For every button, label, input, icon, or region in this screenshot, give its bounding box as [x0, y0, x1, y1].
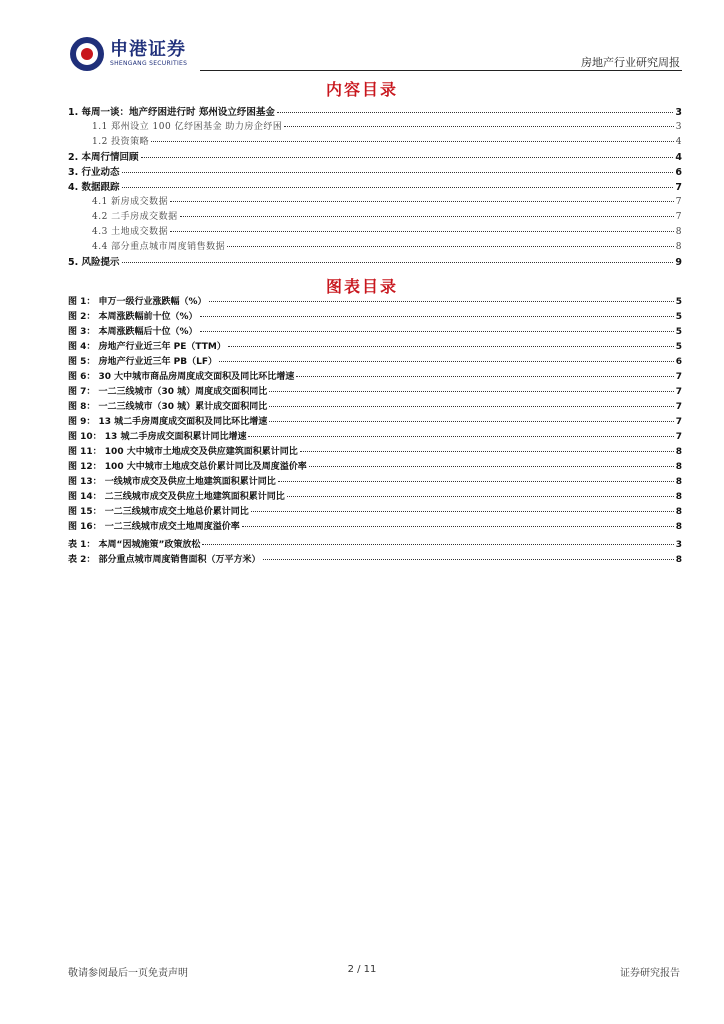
toc-entry-page: 8	[675, 522, 682, 532]
dot-leader	[309, 466, 674, 467]
toc-entry-page: 7	[675, 212, 682, 222]
toc-entry-page: 6	[675, 357, 682, 367]
toc-entry[interactable]	[68, 239, 682, 254]
dot-leader	[242, 526, 674, 527]
toc-entry-label: 4.4 部分重点城市周度销售数据	[92, 242, 226, 252]
dot-leader	[209, 301, 674, 302]
toc-entry[interactable]	[68, 354, 682, 369]
logo-icon	[70, 37, 104, 71]
toc-entry-label: 图 15： 一二三线城市成交土地总价累计同比	[68, 507, 249, 517]
toc-entry-label: 图 14： 二三线城市成交及供应土地建筑面积累计同比	[68, 492, 285, 502]
footer-report-type: 证券研究报告	[620, 968, 680, 979]
toc-entry[interactable]	[68, 309, 682, 324]
toc-entry[interactable]	[68, 429, 682, 444]
dot-leader	[284, 126, 673, 127]
contents-list	[68, 104, 682, 269]
toc-entry[interactable]	[68, 504, 682, 519]
toc-entry[interactable]	[68, 104, 682, 119]
contents-title: 内容目录	[325, 80, 398, 99]
toc-entry-page: 3	[675, 540, 682, 550]
figures-list	[68, 294, 682, 534]
toc-entry[interactable]	[68, 134, 682, 149]
toc-entry-label: 1.1 郑州设立 100 亿纾困基金 助力房企纾困	[92, 122, 283, 132]
toc-entry[interactable]	[68, 552, 682, 567]
toc-entry-page: 8	[675, 447, 682, 457]
toc-entry-label: 图 9： 13 城二手房周度成交面积及同比环比增速	[68, 417, 268, 427]
logo-english-name: SHENGANG SECURITIES	[110, 60, 188, 67]
dot-leader	[269, 391, 674, 392]
dot-leader	[228, 346, 674, 347]
toc-entry[interactable]	[68, 209, 682, 224]
toc-entry-label: 4. 数据跟踪	[68, 182, 120, 193]
toc-entry-page: 7	[675, 432, 682, 442]
toc-entry-label: 图 8： 一二三线城市（30 城）累计成交面积同比	[68, 402, 268, 412]
toc-entry[interactable]	[68, 474, 682, 489]
toc-entry[interactable]	[68, 179, 682, 194]
toc-entry-page: 7	[675, 372, 682, 382]
toc-entry-label: 图 2： 本周涨跌幅前十位（%）	[68, 312, 198, 322]
toc-entry-page: 8	[675, 477, 682, 487]
dot-leader	[170, 201, 674, 202]
dot-leader	[202, 544, 673, 545]
dot-leader	[278, 481, 674, 482]
toc-entry-page: 3	[675, 107, 682, 118]
toc-entry[interactable]	[68, 459, 682, 474]
toc-entry[interactable]	[68, 194, 682, 209]
dot-leader	[122, 172, 674, 173]
toc-entry-page: 7	[675, 402, 682, 412]
toc-entry-label: 2. 本周行情回顾	[68, 152, 139, 163]
toc-entry-label: 1.2 投资策略	[92, 137, 150, 147]
toc-entry-page: 7	[675, 387, 682, 397]
dot-leader	[200, 331, 674, 332]
toc-entry-page: 5	[675, 327, 682, 337]
toc-entry-label: 图 3： 本周涨跌幅后十位（%）	[68, 327, 198, 337]
dot-leader	[269, 421, 674, 422]
toc-entry[interactable]	[68, 164, 682, 179]
toc-entry[interactable]	[68, 519, 682, 534]
toc-entry[interactable]	[68, 324, 682, 339]
toc-entry-label: 图 11： 100 大中城市土地成交及供应建筑面积累计同比	[68, 447, 298, 457]
toc-entry-page: 5	[675, 342, 682, 352]
toc-entry[interactable]	[68, 414, 682, 429]
report-title: 房地产行业研究周报	[581, 56, 680, 69]
dot-leader	[180, 216, 674, 217]
toc-entry[interactable]	[68, 489, 682, 504]
toc-entry[interactable]	[68, 384, 682, 399]
toc-entry-page: 7	[675, 417, 682, 427]
toc-entry-label: 4.3 土地成交数据	[92, 227, 169, 237]
toc-entry-label: 5. 风险提示	[68, 257, 120, 268]
toc-entry-label: 3. 行业动态	[68, 167, 120, 178]
dot-leader	[122, 187, 674, 188]
toc-entry-page: 8	[675, 462, 682, 472]
dot-leader	[277, 112, 674, 113]
toc-entry[interactable]	[68, 119, 682, 134]
figures-title: 图表目录	[325, 277, 398, 296]
tables-list	[68, 537, 682, 567]
toc-entry[interactable]	[68, 254, 682, 269]
toc-entry-label: 图 12： 100 大中城市土地成交总价累计同比及周度溢价率	[68, 462, 307, 472]
toc-entry-label: 图 16： 一二三线城市成交土地周度溢价率	[68, 522, 240, 532]
dot-leader	[251, 511, 674, 512]
dot-leader	[200, 316, 674, 317]
dot-leader	[296, 376, 674, 377]
toc-entry-label: 4.2 二手房成交数据	[92, 212, 178, 222]
toc-entry-label: 4.1 新房成交数据	[92, 197, 169, 207]
toc-entry-page: 4	[675, 137, 682, 147]
dot-leader	[300, 451, 674, 452]
header-divider	[200, 70, 682, 71]
toc-entry-label: 表 2： 部分重点城市周度销售面积（万平方米）	[68, 555, 261, 565]
dot-leader	[122, 262, 674, 263]
toc-entry-label: 图 5： 房地产行业近三年 PB（LF）	[68, 357, 218, 367]
dot-leader	[170, 231, 674, 232]
toc-entry-page: 8	[675, 242, 682, 252]
dot-leader	[287, 496, 674, 497]
footer-disclaimer: 敬请参阅最后一页免责声明	[68, 968, 188, 979]
toc-entry-page: 6	[675, 167, 682, 178]
toc-entry[interactable]	[68, 294, 682, 309]
toc-entry[interactable]	[68, 444, 682, 459]
toc-entry[interactable]	[68, 339, 682, 354]
toc-entry-page: 5	[675, 312, 682, 322]
dot-leader	[248, 436, 673, 437]
toc-entry-label: 图 1： 申万一级行业涨跌幅（%）	[68, 297, 207, 307]
toc-entry-page: 3	[675, 122, 682, 132]
toc-entry-page: 7	[675, 197, 682, 207]
toc-entry-label: 1. 每周一谈：地产纾困进行时 郑州设立纾困基金	[68, 107, 275, 118]
toc-entry-page: 8	[675, 492, 682, 502]
dot-leader	[269, 406, 674, 407]
toc-entry-page: 5	[675, 297, 682, 307]
toc-entry-label: 图 7： 一二三线城市（30 城）周度成交面积同比	[68, 387, 268, 397]
toc-entry-label: 表 1： 本周“因城施策”政策放松	[68, 540, 201, 550]
toc-entry-page: 8	[675, 555, 682, 565]
toc-entry-page: 4	[675, 152, 682, 163]
toc-entry-page: 8	[675, 507, 682, 517]
toc-entry-label: 图 13： 一线城市成交及供应土地建筑面积累计同比	[68, 477, 276, 487]
footer-page-number: 2 / 11	[347, 964, 377, 975]
dot-leader	[151, 141, 674, 142]
toc-entry[interactable]	[68, 399, 682, 414]
dot-leader	[227, 246, 674, 247]
dot-leader	[263, 559, 674, 560]
toc-entry-label: 图 6： 30 大中城市商品房周度成交面积及同比环比增速	[68, 372, 295, 382]
toc-entry-label: 图 4： 房地产行业近三年 PE（TTM）	[68, 342, 226, 352]
toc-entry-page: 7	[675, 182, 682, 193]
toc-entry[interactable]	[68, 369, 682, 384]
toc-entry[interactable]	[68, 224, 682, 239]
dot-leader	[141, 157, 674, 158]
toc-entry-label: 图 10： 13 城二手房成交面积累计同比增速	[68, 432, 247, 442]
logo-chinese-name: 申港证券	[110, 39, 186, 60]
dot-leader	[219, 361, 674, 362]
toc-entry-page: 8	[675, 227, 682, 237]
company-logo	[70, 36, 187, 72]
toc-entry[interactable]	[68, 537, 682, 552]
toc-entry[interactable]	[68, 149, 682, 164]
toc-entry-page: 9	[675, 257, 682, 268]
